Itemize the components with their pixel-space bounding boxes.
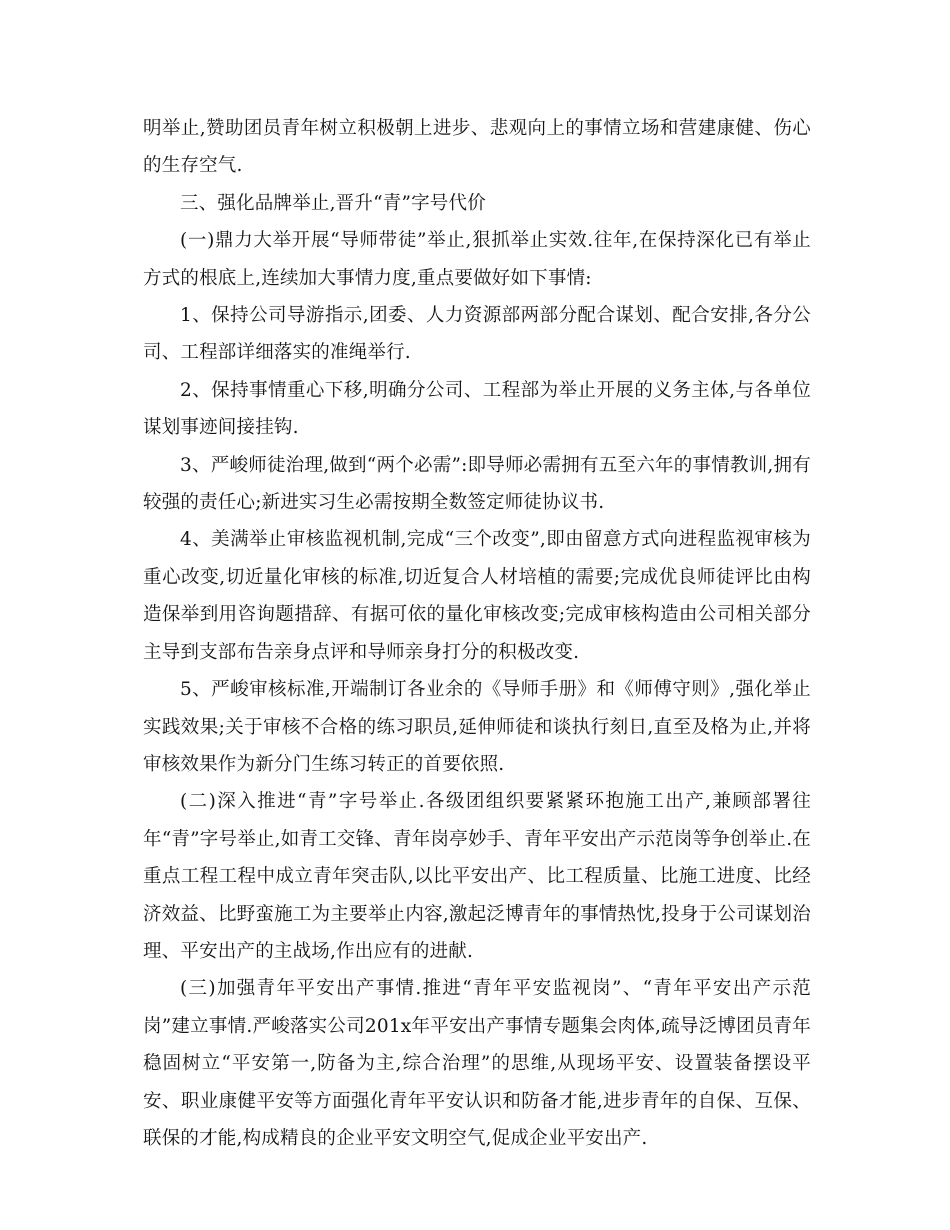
list-item-paragraph: 5、严峻审核标准,开端制订各业余的《导师手册》和《师傅守则》,强化举止实践效果;关于审核不合格的练习职员,延伸师徒和谈执行刻日,直至及格为止,并将审核效果作为新分门生练习转正的首要依照. bbox=[143, 679, 811, 775]
list-item-paragraph: 3、严峻师徒治理,做到“两个必需”:即导师必需拥有五至六年的事情教训,拥有较强的责任心;新进实习生必需按期全数签定师徒协议书. bbox=[143, 454, 811, 514]
list-item-paragraph: 2、保持事情重心下移,明确分公司、工程部为举止开展的义务主体,与各单位谋划事迹间接挂钩. bbox=[143, 379, 811, 439]
subsection-paragraph: (二)深入推进“青”字号举止.各级团组织要紧紧环抱施工出产,兼顾部署往年“青”字号举止,如青工交锋、青年岗亭妙手、青年平安出产示范岗等争创举止.在重点工程工程中成立青年突击队,以比平安出产、比工程质量、比施工进度、比经济效益、比野蛮施工为主要举止内容,激起泛博青年的事情热忱,投身于公司谋划治理、平安出产的主战场,作出应有的进献. bbox=[143, 791, 811, 962]
section-heading: 三、强化品牌举止,晋升“青”字号代价 bbox=[180, 192, 486, 214]
list-item-paragraph: 1、保持公司导游指示,团委、人力资源部两部分配合谋划、配合安排,各分公司、工程部详细落实的准绳举行. bbox=[143, 305, 811, 364]
subsection-paragraph: (一)鼎力大举开展“导师带徒”举止,狠抓举止实效.往年,在保持深化已有举止方式的根底上,连续加大事情力度,重点要做好如下事情: bbox=[143, 230, 811, 289]
document-body bbox=[143, 110, 811, 1157]
list-item-paragraph: 4、美满举止审核监视机制,完成“三个改变”,即由留意方式向进程监视审核为重心改变,切近量化审核的标准,切近复合人材培植的需要;完成优良师徒评比由构造保举到用咨询题措辞、有据可依的量化审核改变;完成审核构造由公司相关部分主导到支部布告亲身点评和导师亲身打分的积极改变. bbox=[143, 529, 811, 663]
subsection-paragraph: (三)加强青年平安出产事情.推进“青年平安监视岗”、“青年平安出产示范岗”建立事情.严峻落实公司201x年平安出产事情专题集会肉体,疏导泛博团员青年稳固树立“平安第一,防备为主,综合治理”的思维,从现场平安、设置装备摆设平安、职业康健平安等方面强化青年平安认识和防备才能,进步青年的自保、互保、联保的才能,构成精良的企业平安文明空气,促成企业平安出产. bbox=[143, 978, 811, 1149]
paragraph-continuation: 明举止,赞助团员青年树立积极朝上进步、悲观向上的事情立场和营建康健、伤心的生存空气. bbox=[143, 118, 811, 177]
